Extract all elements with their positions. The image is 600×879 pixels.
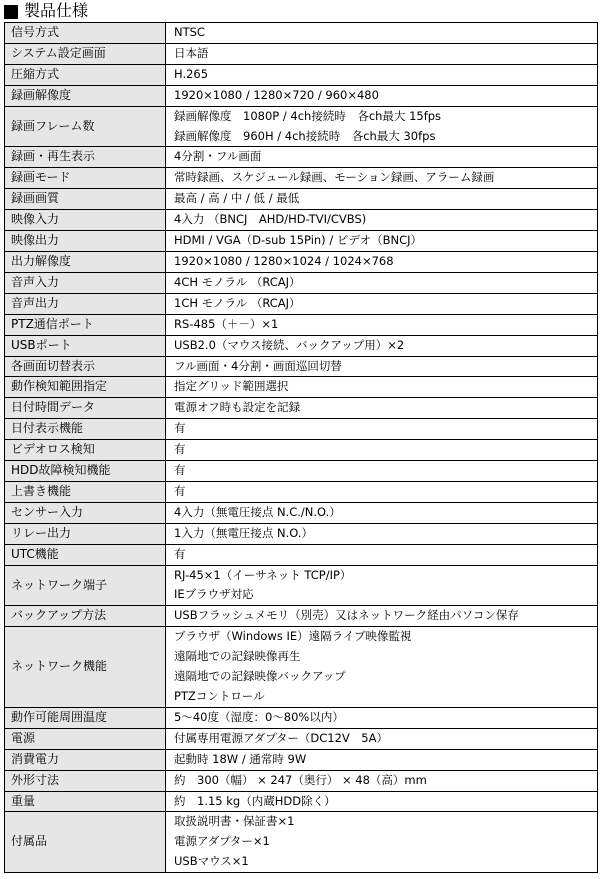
spec-label: 重量 bbox=[5, 791, 166, 812]
spec-value-line: 遠隔地での記録映像再生 bbox=[174, 649, 301, 664]
spec-table-body bbox=[5, 23, 598, 873]
spec-value bbox=[166, 707, 598, 728]
spec-value-line: 最高 / 高 / 中 / 低 / 最低 bbox=[174, 191, 300, 206]
spec-value-line: 録画解像度 1080P / 4ch接続時 各ch最大 15fps bbox=[174, 108, 442, 123]
spec-row bbox=[5, 749, 598, 770]
spec-value-line: 起動時 18W / 通常時 9W bbox=[174, 751, 307, 766]
spec-label: 録画フレーム数 bbox=[5, 106, 166, 147]
spec-value-line: NTSC bbox=[174, 25, 205, 39]
spec-value bbox=[166, 64, 598, 85]
spec-label: ネットワーク機能 bbox=[5, 627, 166, 708]
spec-row bbox=[5, 335, 598, 356]
spec-value bbox=[166, 749, 598, 770]
spec-row bbox=[5, 189, 598, 210]
spec-row bbox=[5, 210, 598, 231]
spec-value-line: RJ-45×1（イーサネット TCP/IP） bbox=[174, 567, 352, 582]
spec-row bbox=[5, 707, 598, 728]
spec-value bbox=[166, 419, 598, 440]
spec-value-line: 付属専用電源アダプター（DC12V 5A） bbox=[174, 730, 388, 745]
spec-value-line: 常時録画、スケジュール録画、モーション録画、アラーム録画 bbox=[174, 170, 495, 185]
spec-value-line: 有 bbox=[174, 546, 186, 561]
spec-label: 録画解像度 bbox=[5, 85, 166, 106]
spec-label: リレー出力 bbox=[5, 523, 166, 544]
spec-row bbox=[5, 770, 598, 791]
spec-row bbox=[5, 356, 598, 377]
spec-value bbox=[166, 377, 598, 398]
spec-row bbox=[5, 502, 598, 523]
spec-row bbox=[5, 251, 598, 272]
spec-value bbox=[166, 293, 598, 314]
spec-value bbox=[166, 356, 598, 377]
spec-row bbox=[5, 85, 598, 106]
spec-value-line: 4CH モノラル （RCAJ） bbox=[174, 274, 301, 289]
spec-value-line: 1920×1080 / 1280×1024 / 1024×768 bbox=[174, 253, 394, 268]
spec-label: 映像出力 bbox=[5, 231, 166, 252]
spec-value-line: IEブラウザ対応 bbox=[174, 587, 254, 602]
spec-label: ネットワーク端子 bbox=[5, 565, 166, 606]
spec-row bbox=[5, 440, 598, 461]
spec-value-line: 有 bbox=[174, 463, 186, 478]
spec-value-line: PTZコントロール bbox=[174, 689, 265, 703]
spec-value bbox=[166, 106, 598, 147]
spec-row bbox=[5, 106, 598, 147]
spec-row bbox=[5, 23, 598, 44]
spec-row bbox=[5, 314, 598, 335]
spec-label: システム設定画面 bbox=[5, 43, 166, 64]
spec-row bbox=[5, 791, 598, 812]
spec-row bbox=[5, 812, 598, 873]
spec-label: 圧縮方式 bbox=[5, 64, 166, 85]
spec-value-line: フル画面・4分割・画面巡回切替 bbox=[174, 358, 342, 373]
spec-row bbox=[5, 377, 598, 398]
spec-value bbox=[166, 23, 598, 44]
spec-value-line: USBマウス×1 bbox=[174, 854, 249, 869]
spec-label: 信号方式 bbox=[5, 23, 166, 44]
spec-value-line: 5～40度（湿度：0～80%以内） bbox=[174, 709, 344, 724]
spec-value-line: H.265 bbox=[174, 66, 209, 81]
spec-value bbox=[166, 398, 598, 419]
spec-label: 音声出力 bbox=[5, 293, 166, 314]
spec-value-line: RS-485（＋－）×1 bbox=[174, 316, 279, 331]
spec-row bbox=[5, 606, 598, 627]
spec-value-line: 日本語 bbox=[174, 45, 209, 60]
spec-row bbox=[5, 168, 598, 189]
spec-value bbox=[166, 272, 598, 293]
spec-value-line: USBフラッシュメモリ（別売）又はネットワーク経由パソコン保存 bbox=[174, 608, 519, 623]
spec-value bbox=[166, 147, 598, 168]
spec-row bbox=[5, 293, 598, 314]
spec-row bbox=[5, 398, 598, 419]
spec-value bbox=[166, 544, 598, 565]
spec-label: HDD故障検知機能 bbox=[5, 461, 166, 482]
spec-row bbox=[5, 147, 598, 168]
spec-label: センサー入力 bbox=[5, 502, 166, 523]
spec-table bbox=[4, 22, 598, 873]
spec-row bbox=[5, 461, 598, 482]
spec-value bbox=[166, 335, 598, 356]
spec-label: 動作検知範囲指定 bbox=[5, 377, 166, 398]
spec-row bbox=[5, 565, 598, 606]
spec-value bbox=[166, 791, 598, 812]
spec-value-line: 4分割・フル画面 bbox=[174, 149, 262, 164]
spec-value-line: 4入力（無電圧接点 N.C./N.O.） bbox=[174, 504, 341, 519]
spec-value bbox=[166, 231, 598, 252]
spec-value-line: 1920×1080 / 1280×720 / 960×480 bbox=[174, 87, 379, 102]
spec-value bbox=[166, 85, 598, 106]
page-header bbox=[0, 0, 600, 22]
spec-value-line: 録画解像度 960H / 4ch接続時 各ch最大 30fps bbox=[174, 128, 436, 143]
spec-row bbox=[5, 728, 598, 749]
spec-label: 音声入力 bbox=[5, 272, 166, 293]
spec-value-line: 約 300（幅） × 247（奥行） × 48（高）mm bbox=[174, 772, 427, 787]
spec-label: 各画面切替表示 bbox=[5, 356, 166, 377]
page-title: 製品仕様 bbox=[24, 1, 89, 20]
spec-value bbox=[166, 627, 598, 708]
spec-row bbox=[5, 231, 598, 252]
spec-value-line: USB2.0（マウス接続、バックアップ用）×2 bbox=[174, 337, 405, 352]
spec-label: 付属品 bbox=[5, 812, 166, 873]
spec-row bbox=[5, 523, 598, 544]
spec-value bbox=[166, 728, 598, 749]
spec-label: 外形寸法 bbox=[5, 770, 166, 791]
spec-value bbox=[166, 314, 598, 335]
spec-value bbox=[166, 565, 598, 606]
spec-value-line: 1入力（無電圧接点 N.O.） bbox=[174, 525, 313, 540]
spec-value bbox=[166, 210, 598, 231]
spec-value-line: ブラウザ（Windows IE）遠隔ライブ映像監視 bbox=[174, 629, 412, 644]
spec-label: 日付表示機能 bbox=[5, 419, 166, 440]
spec-label: 録画モード bbox=[5, 168, 166, 189]
spec-row bbox=[5, 627, 598, 708]
spec-row bbox=[5, 272, 598, 293]
spec-value bbox=[166, 168, 598, 189]
spec-label: ビデオロス検知 bbox=[5, 440, 166, 461]
spec-value-line: 1CH モノラル （RCAJ） bbox=[174, 295, 301, 310]
spec-value bbox=[166, 251, 598, 272]
spec-value-line: 有 bbox=[174, 483, 186, 498]
spec-value-line: 4入力 （BNCJ AHD/HD-TVI/CVBS) bbox=[174, 212, 367, 227]
spec-label: 消費電力 bbox=[5, 749, 166, 770]
spec-value bbox=[166, 606, 598, 627]
spec-value-line: 電源アダプター×1 bbox=[174, 834, 270, 849]
spec-row bbox=[5, 64, 598, 85]
spec-value-line: 指定グリッド範囲選択 bbox=[174, 379, 289, 394]
spec-row bbox=[5, 419, 598, 440]
spec-value bbox=[166, 523, 598, 544]
spec-value bbox=[166, 502, 598, 523]
spec-value bbox=[166, 770, 598, 791]
spec-value-line: 有 bbox=[174, 421, 186, 436]
spec-value bbox=[166, 440, 598, 461]
spec-label: UTC機能 bbox=[5, 544, 166, 565]
spec-label: USBポート bbox=[5, 335, 166, 356]
spec-label: 録画・再生表示 bbox=[5, 147, 166, 168]
spec-value bbox=[166, 43, 598, 64]
black-square-icon bbox=[4, 5, 18, 19]
spec-value-line: 有 bbox=[174, 442, 186, 457]
spec-value bbox=[166, 481, 598, 502]
spec-row bbox=[5, 544, 598, 565]
spec-label: 映像入力 bbox=[5, 210, 166, 231]
spec-label: 出力解像度 bbox=[5, 251, 166, 272]
spec-value-line: HDMI / VGA（D-sub 15Pin) / ビデオ（BNCJ） bbox=[174, 233, 423, 248]
spec-value bbox=[166, 812, 598, 873]
spec-label: PTZ通信ポート bbox=[5, 314, 166, 335]
spec-label: バックアップ方法 bbox=[5, 606, 166, 627]
spec-value-line: 電源オフ時も設定を記録 bbox=[174, 400, 301, 415]
spec-value-line: 取扱説明書・保証書×1 bbox=[174, 814, 295, 829]
spec-label: 録画画質 bbox=[5, 189, 166, 210]
spec-value-line: 遠隔地での記録映像バックアップ bbox=[174, 669, 346, 684]
spec-value-line: 約 1.15 kg（内蔵HDD除く） bbox=[174, 793, 336, 808]
spec-label: 上書き機能 bbox=[5, 481, 166, 502]
spec-row bbox=[5, 43, 598, 64]
spec-value bbox=[166, 189, 598, 210]
spec-label: 日付時間データ bbox=[5, 398, 166, 419]
spec-label: 動作可能周囲温度 bbox=[5, 707, 166, 728]
spec-label: 電源 bbox=[5, 728, 166, 749]
spec-row bbox=[5, 481, 598, 502]
spec-value bbox=[166, 461, 598, 482]
